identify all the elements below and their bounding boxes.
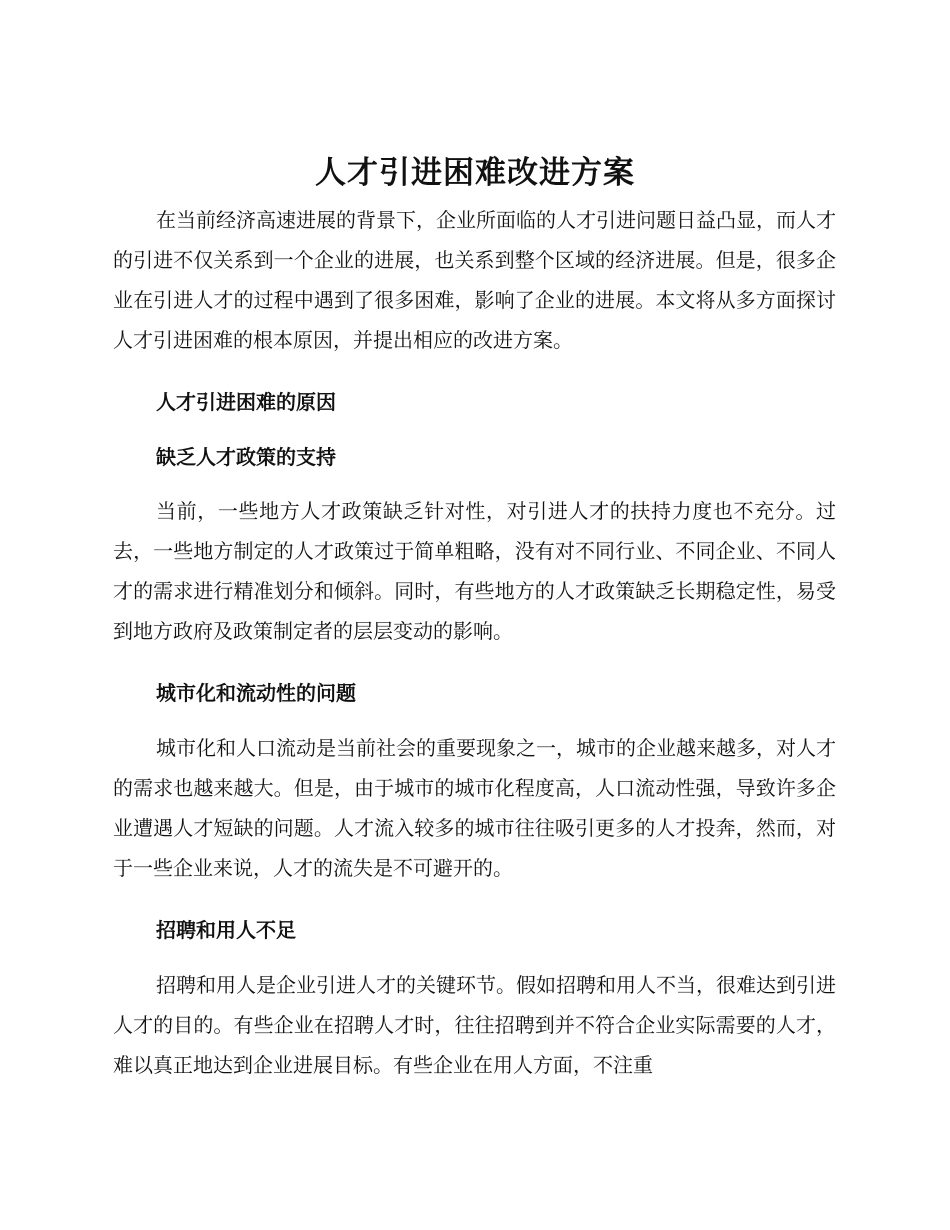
section-body-recruitment: 招聘和用人是企业引进人才的关键环节。假如招聘和用人不当，很难达到引进人才的目的。有些企业在招聘人才时，往往招聘到并不符合企业实际需要的人才，难以真正地达到企业进展目标。有些企业在用人方面，不注重 [113,973,836,1077]
section-heading-policy: 缺乏人才政策的支持 [156,445,336,469]
section-heading-recruitment: 招聘和用人不足 [156,918,296,942]
section-body-urbanization: 城市化和人口流动是当前社会的重要现象之一，城市的企业越来越多，对人才的需求也越来越大。但是，由于城市的城市化程度高，人口流动性强，导致许多企业遭遇人才短缺的问题。人才流入较多的城市往往吸引更多的人才投奔，然而，对于一些企业来说，人才的流失是不可避开的。 [113,736,836,880]
section-heading-causes: 人才引进困难的原因 [156,390,336,414]
intro-paragraph: 在当前经济高速进展的背景下，企业所面临的人才引进问题日益凸显，而人才的引进不仅关系到一个企业的进展，也关系到整个区域的经济进展。但是，很多企业在引进人才的过程中遇到了很多困难，影响了企业的进展。本文将从多方面探讨人才引进困难的根本原因，并提出相应的改进方案。 [113,208,836,352]
section-heading-urbanization: 城市化和流动性的问题 [156,681,356,705]
section-body-policy: 当前，一些地方人才政策缺乏针对性，对引进人才的扶持力度也不充分。过去，一些地方制定的人才政策过于简单粗略，没有对不同行业、不同企业、不同人才的需求进行精准划分和倾斜。同时，有些地方的人才政策缺乏长期稳定性，易受到地方政府及政策制定者的层层变动的影响。 [113,499,836,643]
document-title: 人才引进困难改进方案 [315,155,635,191]
